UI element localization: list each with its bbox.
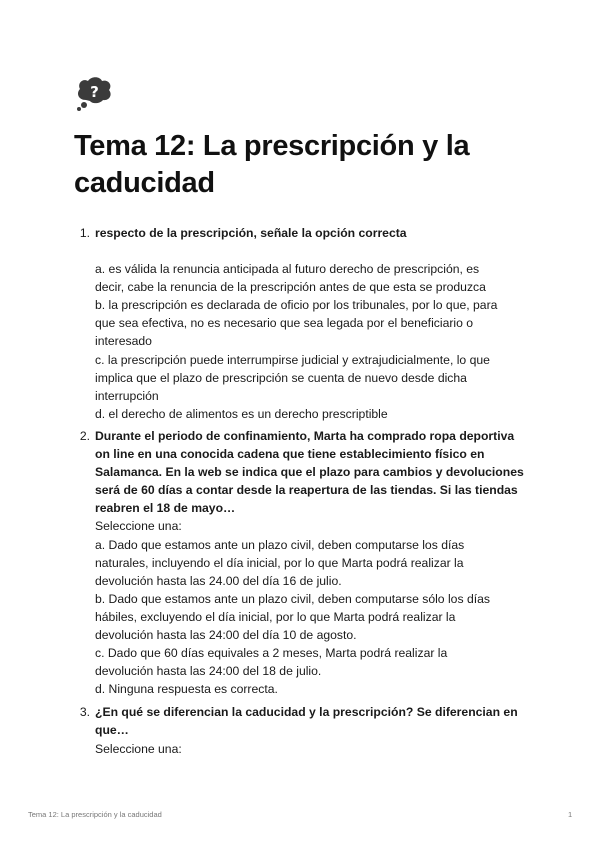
- question-number: 1.: [79, 226, 90, 240]
- question-number: 2.: [79, 428, 90, 443]
- title-line-1: Tema 12: La prescripción y la: [74, 130, 470, 162]
- option-line: naturales, incluyendo el día inicial, por lo que Marta podrá realizar la: [95, 555, 464, 570]
- option-line: d. Ninguna respuesta es correcta.: [95, 682, 278, 697]
- footer-title: Tema 12: La prescripción y la caducidad: [28, 810, 162, 819]
- question-item: [74, 427, 534, 698]
- option-line: decir, cabe la renuncia de la prescripción antes de que esta se produzca: [95, 280, 486, 295]
- option-line: devolución hasta las 24:00 del 18 de julio.: [95, 664, 322, 679]
- option-line: interrupción: [95, 388, 159, 403]
- option-line: hábiles, excluyendo el día inicial, por lo que Marta podrá realizar la: [95, 609, 456, 624]
- question-heading-line: respecto de la prescripción, señale la opción correcta: [95, 226, 407, 240]
- page-title: [74, 128, 544, 202]
- spacer: [95, 242, 534, 260]
- option-line: b. la prescripción es declarada de oficio por los tribunales, por lo que, para: [95, 298, 498, 313]
- question-heading-line: será de 60 días a contar desde la reapertura de las tiendas. Si las tiendas: [95, 483, 518, 498]
- question-bubble-icon: [74, 76, 114, 112]
- question-heading-line: Durante el periodo de confinamiento, Marta ha comprado ropa deportiva: [95, 428, 515, 443]
- option-line: d. el derecho de alimentos es un derecho prescriptible: [95, 406, 388, 421]
- question-number: 3.: [79, 705, 90, 720]
- question-heading-line: on line en una conocida cadena que tiene establecimiento físico en: [95, 447, 485, 462]
- title-line-2: caducidad: [74, 167, 215, 199]
- option-line: Seleccione una:: [95, 519, 182, 534]
- option-line: implica que el plazo de prescripción se cuenta de nuevo desde dicha: [95, 370, 467, 385]
- page-number: 1: [568, 810, 573, 819]
- option-line: devolución hasta las 24:00 del día 10 de agosto.: [95, 627, 357, 642]
- option-line: a. Dado que estamos ante un plazo civil, deben computarse los días: [95, 537, 465, 552]
- question-list: [74, 224, 534, 758]
- question-item: [74, 224, 534, 423]
- option-line: Seleccione una:: [95, 741, 182, 756]
- question-heading-line: ¿En qué se diferencian la caducidad y la prescripción? Se diferencian en: [95, 705, 518, 720]
- option-line: c. Dado que 60 días equivales a 2 meses, Marta podrá realizar la: [95, 646, 448, 661]
- question-heading-line: Salamanca. En la web se indica que el plazo para cambios y devoluciones: [95, 465, 524, 480]
- question-heading-line: que…: [95, 723, 129, 738]
- question-item: [74, 703, 534, 757]
- option-line: a. es válida la renuncia anticipada al futuro derecho de prescripción, es: [95, 262, 480, 277]
- question-heading-line: reabren el 18 de mayo…: [95, 501, 236, 516]
- question-heading: [95, 427, 534, 517]
- option-line: b. Dado que estamos ante un plazo civil, deben computarse sólo los días: [95, 591, 490, 606]
- svg-text:?: ?: [90, 83, 99, 101]
- option-line: c. la prescripción puede interrumpirse judicial y extrajudicialmente, lo que: [95, 352, 490, 367]
- question-options: [95, 260, 534, 423]
- option-line: que sea efectiva, no es necesario que sea legada por el beneficiario o: [95, 316, 474, 331]
- option-line: devolución hasta las 24.00 del día 16 de julio.: [95, 573, 342, 588]
- question-options: [95, 517, 534, 698]
- question-heading: [95, 224, 534, 242]
- question-heading: [95, 703, 534, 739]
- question-options: [95, 740, 534, 758]
- option-line: interesado: [95, 334, 152, 349]
